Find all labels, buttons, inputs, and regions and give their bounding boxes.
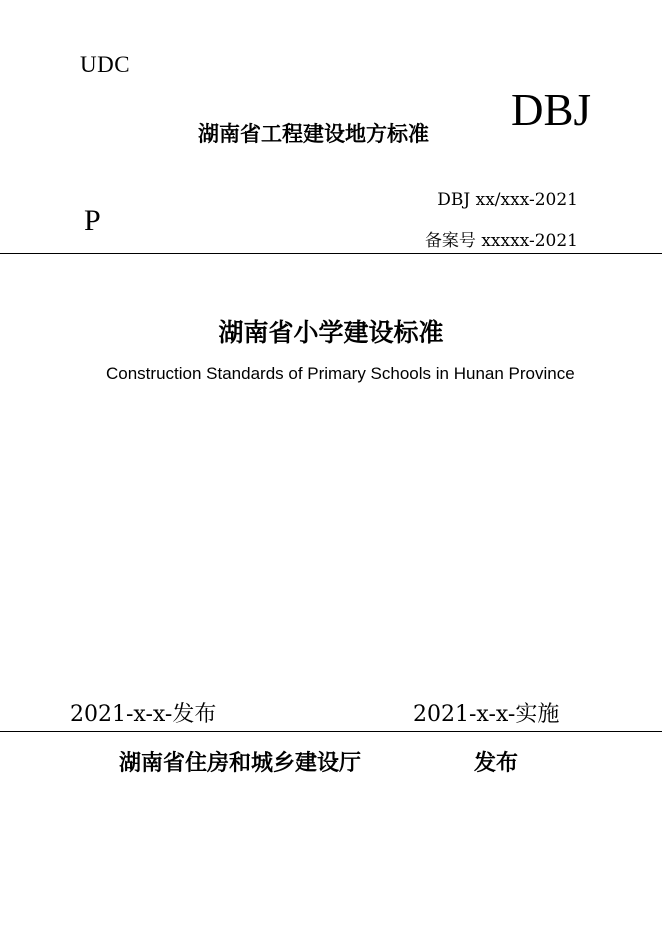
document-title-english: Construction Standards of Primary Schools in Hunan Province bbox=[106, 364, 575, 383]
udc-label: UDC bbox=[80, 52, 131, 77]
filing-number: 备案号 xxxxx-2021 bbox=[424, 231, 578, 251]
standard-mark: DBJ bbox=[511, 85, 592, 135]
top-divider bbox=[0, 253, 662, 254]
issuing-authority: 湖南省住房和城乡建设厅 bbox=[119, 751, 362, 776]
issue-date: 2021-x-x-发布 bbox=[70, 702, 217, 727]
implementation-date: 2021-x-x-实施 bbox=[413, 702, 560, 727]
standard-category-title: 湖南省工程建设地方标准 bbox=[198, 122, 429, 146]
standard-code: DBJ xx/xxx-2021 bbox=[437, 190, 578, 210]
document-title: 湖南省小学建设标准 bbox=[218, 318, 444, 347]
classification-letter: P bbox=[84, 204, 101, 237]
publish-label: 发布 bbox=[474, 751, 519, 776]
bottom-divider bbox=[0, 731, 662, 732]
